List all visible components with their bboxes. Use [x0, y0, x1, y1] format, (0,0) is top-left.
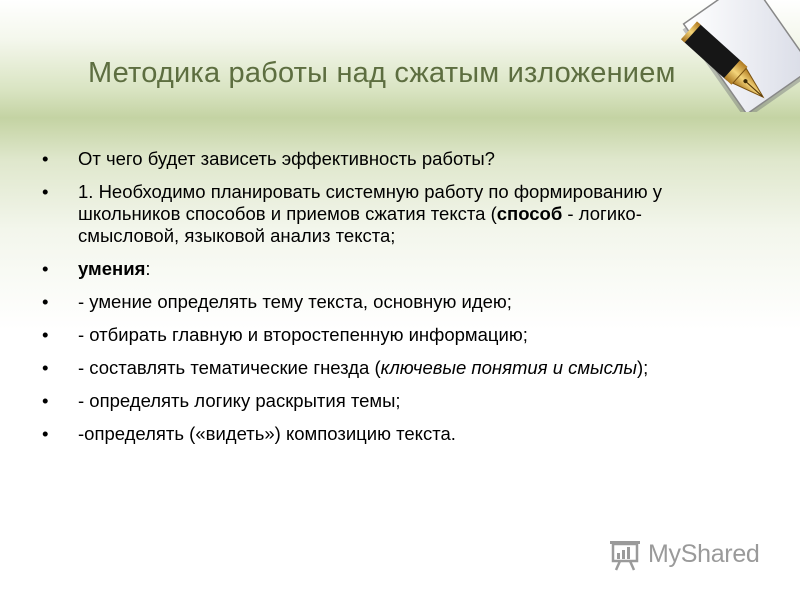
italic-term: ключевые понятия и смыслы — [380, 357, 637, 378]
bold-term: способ — [496, 203, 563, 224]
bullet-item — [40, 258, 740, 280]
bullet-text: От чего будет зависеть эффективность работы? — [78, 148, 495, 169]
watermark-text: MyShared — [648, 540, 760, 568]
bullet-text: - составлять тематические гнезда ( — [78, 357, 381, 378]
bullet-list — [40, 148, 740, 456]
bullet-item — [40, 324, 740, 346]
bullet-text: -определять («видеть») композицию текста. — [78, 423, 456, 444]
bullet-text: ); — [636, 357, 649, 378]
bullet-item — [40, 148, 740, 170]
bullet-item — [40, 423, 740, 445]
bullet-item — [40, 291, 740, 313]
bullet-text: - определять логику раскрытия темы; — [78, 390, 401, 411]
bullet-text: - отбирать главную и второстепенную информацию; — [78, 324, 528, 345]
presentation-board-icon — [608, 538, 642, 572]
bullet-text: - умение определять тему текста, основную идею; — [78, 291, 512, 312]
bullet-item — [40, 357, 740, 379]
bullet-text: - логико-смысловой, языковой анализ текста; — [78, 203, 642, 246]
bold-term: умения — [78, 258, 146, 279]
myshared-watermark — [608, 538, 768, 572]
slide-title: Методика работы над сжатым изложением — [88, 57, 676, 89]
bullet-text: 1. Необходимо планировать системную работу по формированию у школьников способов и приемов сжатия текста ( — [78, 181, 662, 224]
bullet-text: : — [145, 258, 151, 279]
bullet-item — [40, 390, 740, 412]
bullet-item — [40, 181, 740, 247]
fountain-pen-icon — [668, 0, 800, 112]
